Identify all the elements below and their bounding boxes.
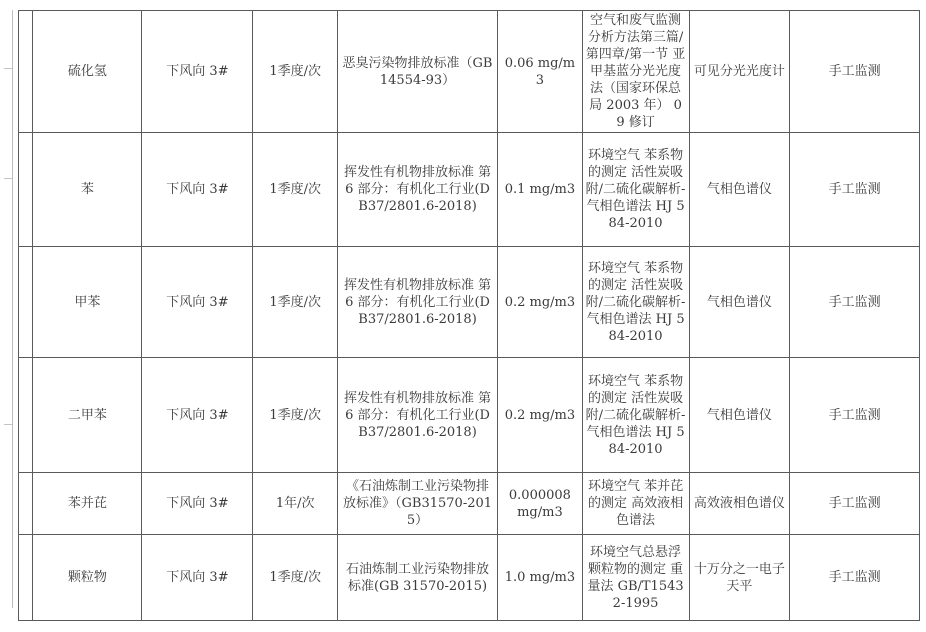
mode-cell: 手工监测 — [790, 247, 920, 358]
limit-cell: 0.000008 mg/m3 — [498, 473, 582, 535]
instrument-cell: 高效液相色谱仪 — [689, 473, 790, 535]
table-row — [19, 133, 920, 247]
method-cell: 环境空气 苯并芘的测定 高效液相色谱法 — [582, 473, 689, 535]
row-margin-cell — [19, 358, 33, 473]
limit-cell: 0.2 mg/m3 — [498, 247, 582, 358]
method-cell: 环境空气总悬浮颗粒物的测定 重量法 GB/T15432-1995 — [582, 535, 689, 621]
table-row — [19, 358, 920, 473]
instrument-cell: 气相色谱仪 — [689, 133, 790, 247]
instrument-cell: 可见分光光度计 — [689, 11, 790, 133]
margin-tick — [4, 178, 12, 179]
frequency-cell: 1季度/次 — [253, 535, 337, 621]
margin-tick — [4, 68, 12, 69]
location-cell: 下风向 3# — [142, 358, 253, 473]
table-row — [19, 473, 920, 535]
pollutant-cell: 颗粒物 — [33, 535, 142, 621]
row-margin-cell — [19, 133, 33, 247]
method-cell: 环境空气 苯系物的测定 活性炭吸附/二硫化碳解析-气相色谱法 HJ 584-2010 — [582, 247, 689, 358]
pollutant-cell: 二甲苯 — [33, 358, 142, 473]
location-cell: 下风向 3# — [142, 247, 253, 358]
pollutant-cell: 苯并芘 — [33, 473, 142, 535]
frequency-cell: 1季度/次 — [253, 358, 337, 473]
mode-cell: 手工监测 — [790, 535, 920, 621]
row-margin-cell — [19, 473, 33, 535]
pollutant-cell: 苯 — [33, 133, 142, 247]
frequency-cell: 1季度/次 — [253, 133, 337, 247]
table-row — [19, 535, 920, 621]
mode-cell: 手工监测 — [790, 473, 920, 535]
standard-cell: 石油炼制工业污染物排放标准(GB 31570-2015) — [337, 535, 497, 621]
method-cell: 空气和废气监测分析方法第三篇/第四章/第一节 亚甲基蓝分光光度法（国家环保总局 2003 年） 09 修订 — [582, 11, 689, 133]
limit-cell: 0.2 mg/m3 — [498, 358, 582, 473]
method-cell: 环境空气 苯系物的测定 活性炭吸附/二硫化碳解析-气相色谱法 HJ 584-2010 — [582, 133, 689, 247]
row-margin-cell — [19, 247, 33, 358]
limit-cell: 0.1 mg/m3 — [498, 133, 582, 247]
table-row — [19, 247, 920, 358]
limit-cell: 0.06 mg/m3 — [498, 11, 582, 133]
row-margin-cell — [19, 11, 33, 133]
pollutant-cell: 甲苯 — [33, 247, 142, 358]
standard-cell: 挥发性有机物排放标准 第 6 部分：有机化工行业(DB37/2801.6-2018) — [337, 247, 497, 358]
limit-cell: 1.0 mg/m3 — [498, 535, 582, 621]
instrument-cell: 气相色谱仪 — [689, 358, 790, 473]
left-margin-line — [12, 10, 13, 608]
pollutant-cell: 硫化氢 — [33, 11, 142, 133]
location-cell: 下风向 3# — [142, 473, 253, 535]
location-cell: 下风向 3# — [142, 11, 253, 133]
frequency-cell: 1年/次 — [253, 473, 337, 535]
frequency-cell: 1季度/次 — [253, 247, 337, 358]
method-cell: 环境空气 苯系物的测定 活性炭吸附/二硫化碳解析-气相色谱法 HJ 584-2010 — [582, 358, 689, 473]
row-margin-cell — [19, 535, 33, 621]
instrument-cell: 十万分之一电子天平 — [689, 535, 790, 621]
standard-cell: 挥发性有机物排放标准 第 6 部分：有机化工行业(DB37/2801.6-2018) — [337, 133, 497, 247]
location-cell: 下风向 3# — [142, 133, 253, 247]
location-cell: 下风向 3# — [142, 535, 253, 621]
standard-cell: 《石油炼制工业污染物排放标准》（GB31570-2015） — [337, 473, 497, 535]
standard-cell: 挥发性有机物排放标准 第 6 部分：有机化工行业(DB37/2801.6-2018) — [337, 358, 497, 473]
standard-cell: 恶臭污染物排放标准（GB14554-93） — [337, 11, 497, 133]
mode-cell: 手工监测 — [790, 133, 920, 247]
table-row — [19, 11, 920, 133]
mode-cell: 手工监测 — [790, 11, 920, 133]
margin-tick — [4, 424, 12, 425]
mode-cell: 手工监测 — [790, 358, 920, 473]
frequency-cell: 1季度/次 — [253, 11, 337, 133]
monitoring-table — [18, 10, 920, 621]
instrument-cell: 气相色谱仪 — [689, 247, 790, 358]
